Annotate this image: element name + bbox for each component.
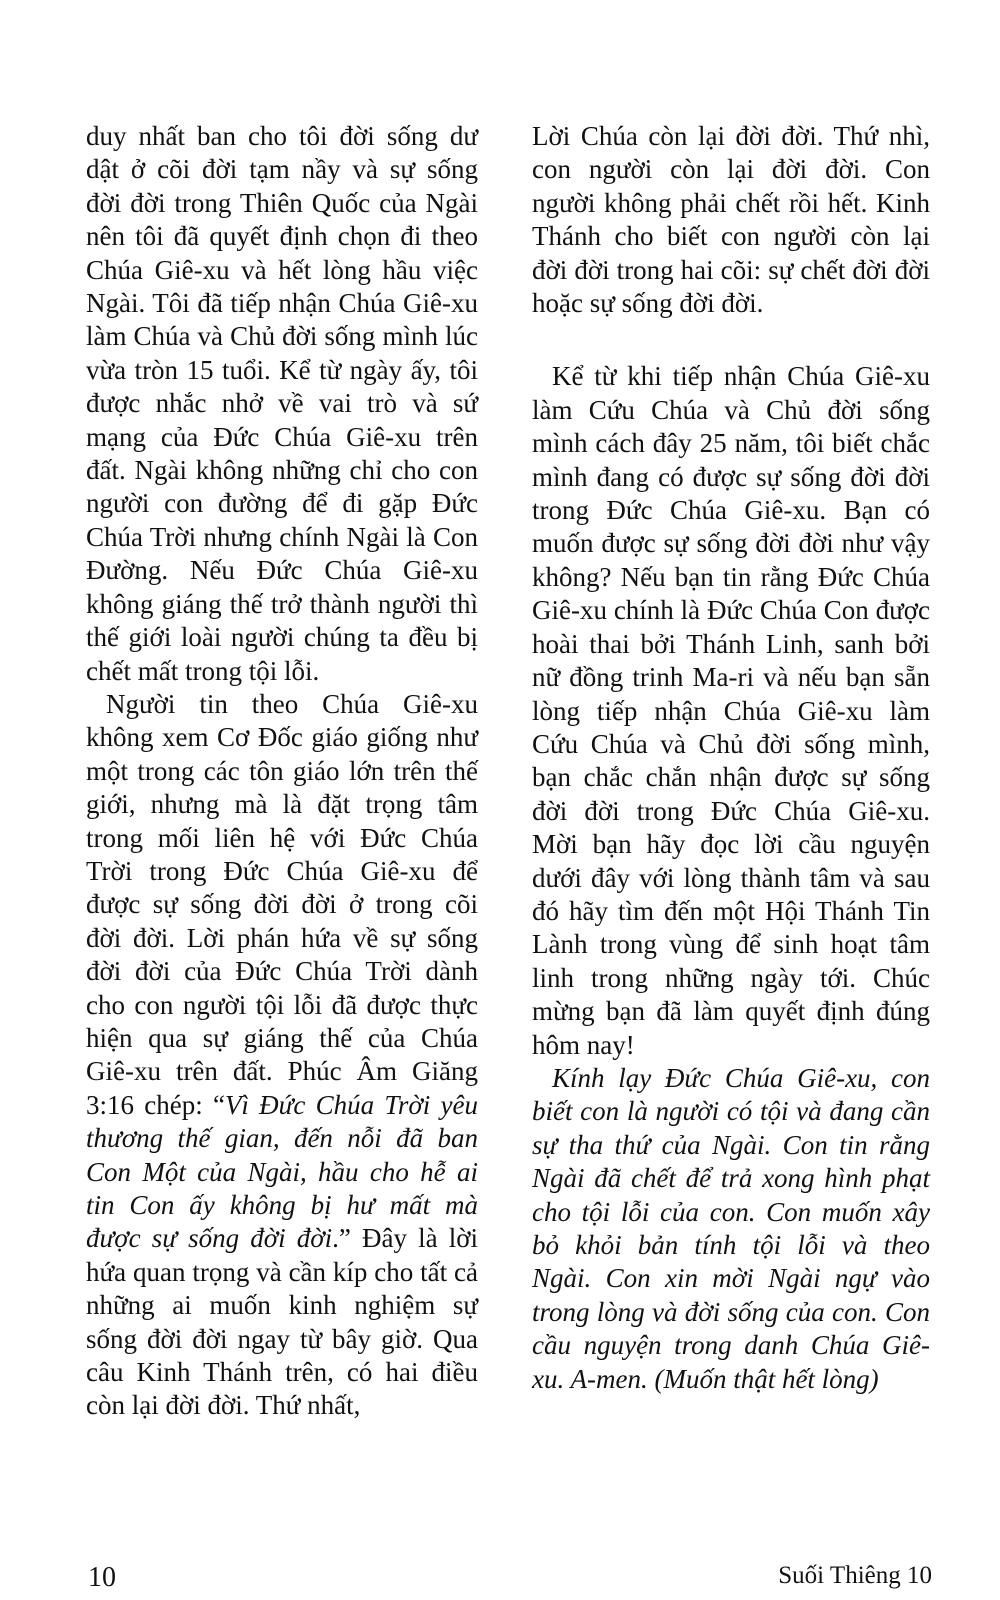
left-column xyxy=(86,120,478,1423)
page-number: 10 xyxy=(88,1562,116,1593)
paragraph-believers xyxy=(86,688,478,1423)
prayer-italic: Kính lạy Đức Chúa Giê-xu, con biết con là người có tội và đang cần sự tha thứ của Ngài. Con tin rằng Ngài đã chết để trả xong hình phạt cho tội lỗi của con. Con muốn xây bỏ khỏi bản tính tội lỗi và theo Ngài. Con xin mời Ngài ngự vào trong lòng và đời sống của con. Con cầu nguyện trong danh Chúa Giê-xu. A-men. (Muốn thật hết lòng) xyxy=(532,1062,930,1394)
paragraph-invitation: Kể từ khi tiếp nhận Chúa Giê-xu làm Cứu Chúa và Chủ đời sống mình cách đây 25 năm, tôi biết chắc mình đang có được sự sống đời đời trong Đức Chúa Giê-xu. Bạn có muốn được sự sống đời đời như vậy không? Nếu bạn tin rằng Đức Chúa Giê-xu chính là Đức Chúa Con được hoài thai bởi Thánh Linh, sanh bởi nữ đồng trinh Ma-ri và nếu bạn sẵn lòng tiếp nhận Chúa Giê-xu làm Cứu Chúa và Chủ đời sống mình, bạn chắc chắn nhận được sự sống đời đời trong Đức Chúa Giê-xu. Mời bạn hãy đọc lời cầu nguyện dưới đây với lòng thành tâm và sau đó hãy tìm đến một Hội Thánh Tin Lành trong vùng để sinh hoạt tâm linh trong những ngày tới. Chúc mừng bạn đã làm quyết định đúng hôm nay! xyxy=(532,361,930,1060)
scripture-quote-john-3-16: Vì Đức Chúa Trời yêu thương thế gian, đến nỗi đã ban Con Một của Ngài, hầu cho hễ ai tin Con ấy không bị hư mất mà được sự sống đời đời xyxy=(86,1089,478,1254)
paragraph-believers-continued: .” Đây là lời hứa quan trọng và cần kíp cho tất cả những ai muốn kinh nghiệm sự sống đời đời ngay từ bây giờ. Qua câu Kinh Thánh trên, có hai điều còn lại đời đời. Thứ nhất, xyxy=(86,1223,478,1421)
prayer-text xyxy=(532,1062,930,1396)
paragraph-believers-text: Người tin theo Chúa Giê-xu không xem Cơ Đốc giáo giống như một trong các tôn giáo lớn trên thế giới, nhưng mà là đặt trọng tâm trong mối liên hệ với Đức Chúa Trời trong Đức Chúa Giê-xu để được sự sống đời đời ở trong cõi đời đời. Lời phán hứa về sự sống đời đời của Đức Chúa Trời dành cho con người tội lỗi đã được thực hiện qua sự giáng thế của Chúa Giê-xu trên đất. Phúc Âm Giăng 3:16 chép: “ xyxy=(86,688,478,1120)
paragraph-continuation: Lời Chúa còn lại đời đời. Thứ nhì, con người còn lại đời đời. Con người không phải chết rồi hết. Kinh Thánh cho biết con người còn lại đời đời trong hai cõi: sự chết đời đời hoặc sự sống đời đời. xyxy=(532,121,930,319)
paragraph-intro: duy nhất ban cho tôi đời sống dư dật ở cõi đời tạm nầy và sự sống đời đời trong Thiên Quốc của Ngài nên tôi đã quyết định chọn đi theo Chúa Giê-xu và hết lòng hầu việc Ngài. Tôi đã tiếp nhận Chúa Giê-xu làm Chúa và Chủ đời sống mình lúc vừa tròn 15 tuổi. Kể từ ngày ấy, tôi được nhắc nhở về vai trò và sứ mạng của Đức Chúa Giê-xu trên đất. Ngài không những chỉ cho con người con đường để đi gặp Đức Chúa Trời nhưng chính Ngài là Con Đường. Nếu Đức Chúa Giê-xu không giáng thế trở thành người thì thế giới loài người chúng ta đều bị chết mất trong tội lỗi. xyxy=(86,121,478,686)
right-column xyxy=(532,120,930,1396)
running-title: Suối Thiêng 10 xyxy=(778,1562,932,1589)
